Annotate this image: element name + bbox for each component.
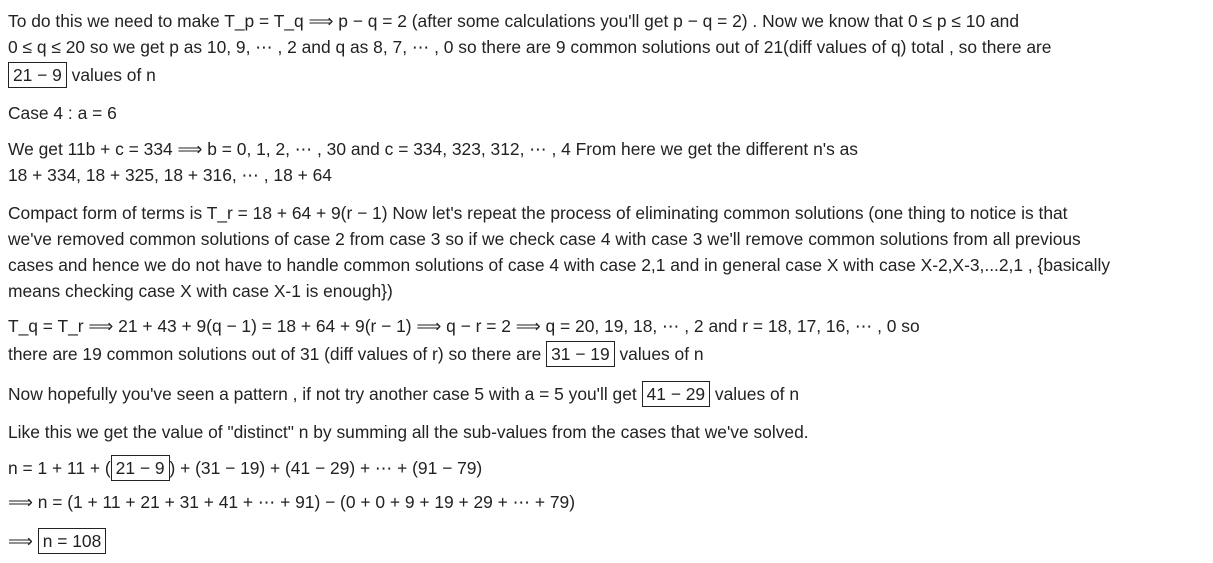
text-line: Like this we get the value of "distinct" n by summing all the sub-values from the cases that we've solved.	[8, 422, 809, 442]
text-line: n = 1 + 11 + ( 21 − 9 ) + (31 − 19) + (41 − 29) + ⋯ + (91 − 79)	[8, 455, 1208, 481]
boxed-answer: 21 − 9	[8, 62, 67, 88]
boxed-answer: 31 − 19	[546, 341, 615, 367]
text-line: Now hopefully you've seen a pattern , if not try another case 5 with a = 5 you'll get 41 − 29 values of n	[8, 381, 1208, 407]
boxed-answer: n = 108	[38, 528, 107, 554]
text-line: Compact form of terms is T_r = 18 + 64 + 9(r − 1) Now let's repeat the process of eliminating common solutions (one thing to notice is that	[8, 203, 1068, 223]
text-line: To do this we need to make T_p = T_q ⟹ p − q = 2 (after some calculations you'll get p − q = 2) . Now we know that 0 ≤ p ≤ 10 and	[8, 11, 1019, 31]
text-line: ⟹ n = 108	[8, 528, 1208, 554]
text-line: 21 − 9 values of n	[8, 62, 1208, 88]
boxed-answer: 21 − 9	[111, 455, 170, 481]
text-line: T_q = T_r ⟹ 21 + 43 + 9(q − 1) = 18 + 64 + 9(r − 1) ⟹ q − r = 2 ⟹ q = 20, 19, 18, ⋯ , 2 and r = 18, 17, 16, ⋯ , 0 so	[8, 316, 920, 336]
text-line: Case 4 : a = 6	[8, 103, 117, 123]
text-line: means checking case X with case X-1 is enough})	[8, 281, 393, 301]
text-line: 18 + 334, 18 + 325, 18 + 316, ⋯ , 18 + 64	[8, 165, 332, 185]
text-line: ⟹ n = (1 + 11 + 21 + 31 + 41 + ⋯ + 91) − (0 + 0 + 9 + 19 + 29 + ⋯ + 79)	[8, 492, 575, 512]
text-line: we've removed common solutions of case 2 from case 3 so if we check case 4 with case 3 we'll remove common solutions from all previous	[8, 229, 1081, 249]
text-line: cases and hence we do not have to handle common solutions of case 4 with case 2,1 and in general case X with case X-2,X-3,...2,1 , {basically	[8, 255, 1111, 275]
text-line: 0 ≤ q ≤ 20 so we get p as 10, 9, ⋯ , 2 and q as 8, 7, ⋯ , 0 so there are 9 common solutions out of 21(diff values of q) total , so there are	[8, 37, 1052, 57]
text-line: there are 19 common solutions out of 31 (diff values of r) so there are 31 − 19 values of n	[8, 341, 1208, 367]
text-line: We get 11b + c = 334 ⟹ b = 0, 1, 2, ⋯ , 30 and c = 334, 323, 312, ⋯ , 4 From here we get the different n's as	[8, 139, 858, 159]
boxed-answer: 41 − 29	[642, 381, 711, 407]
